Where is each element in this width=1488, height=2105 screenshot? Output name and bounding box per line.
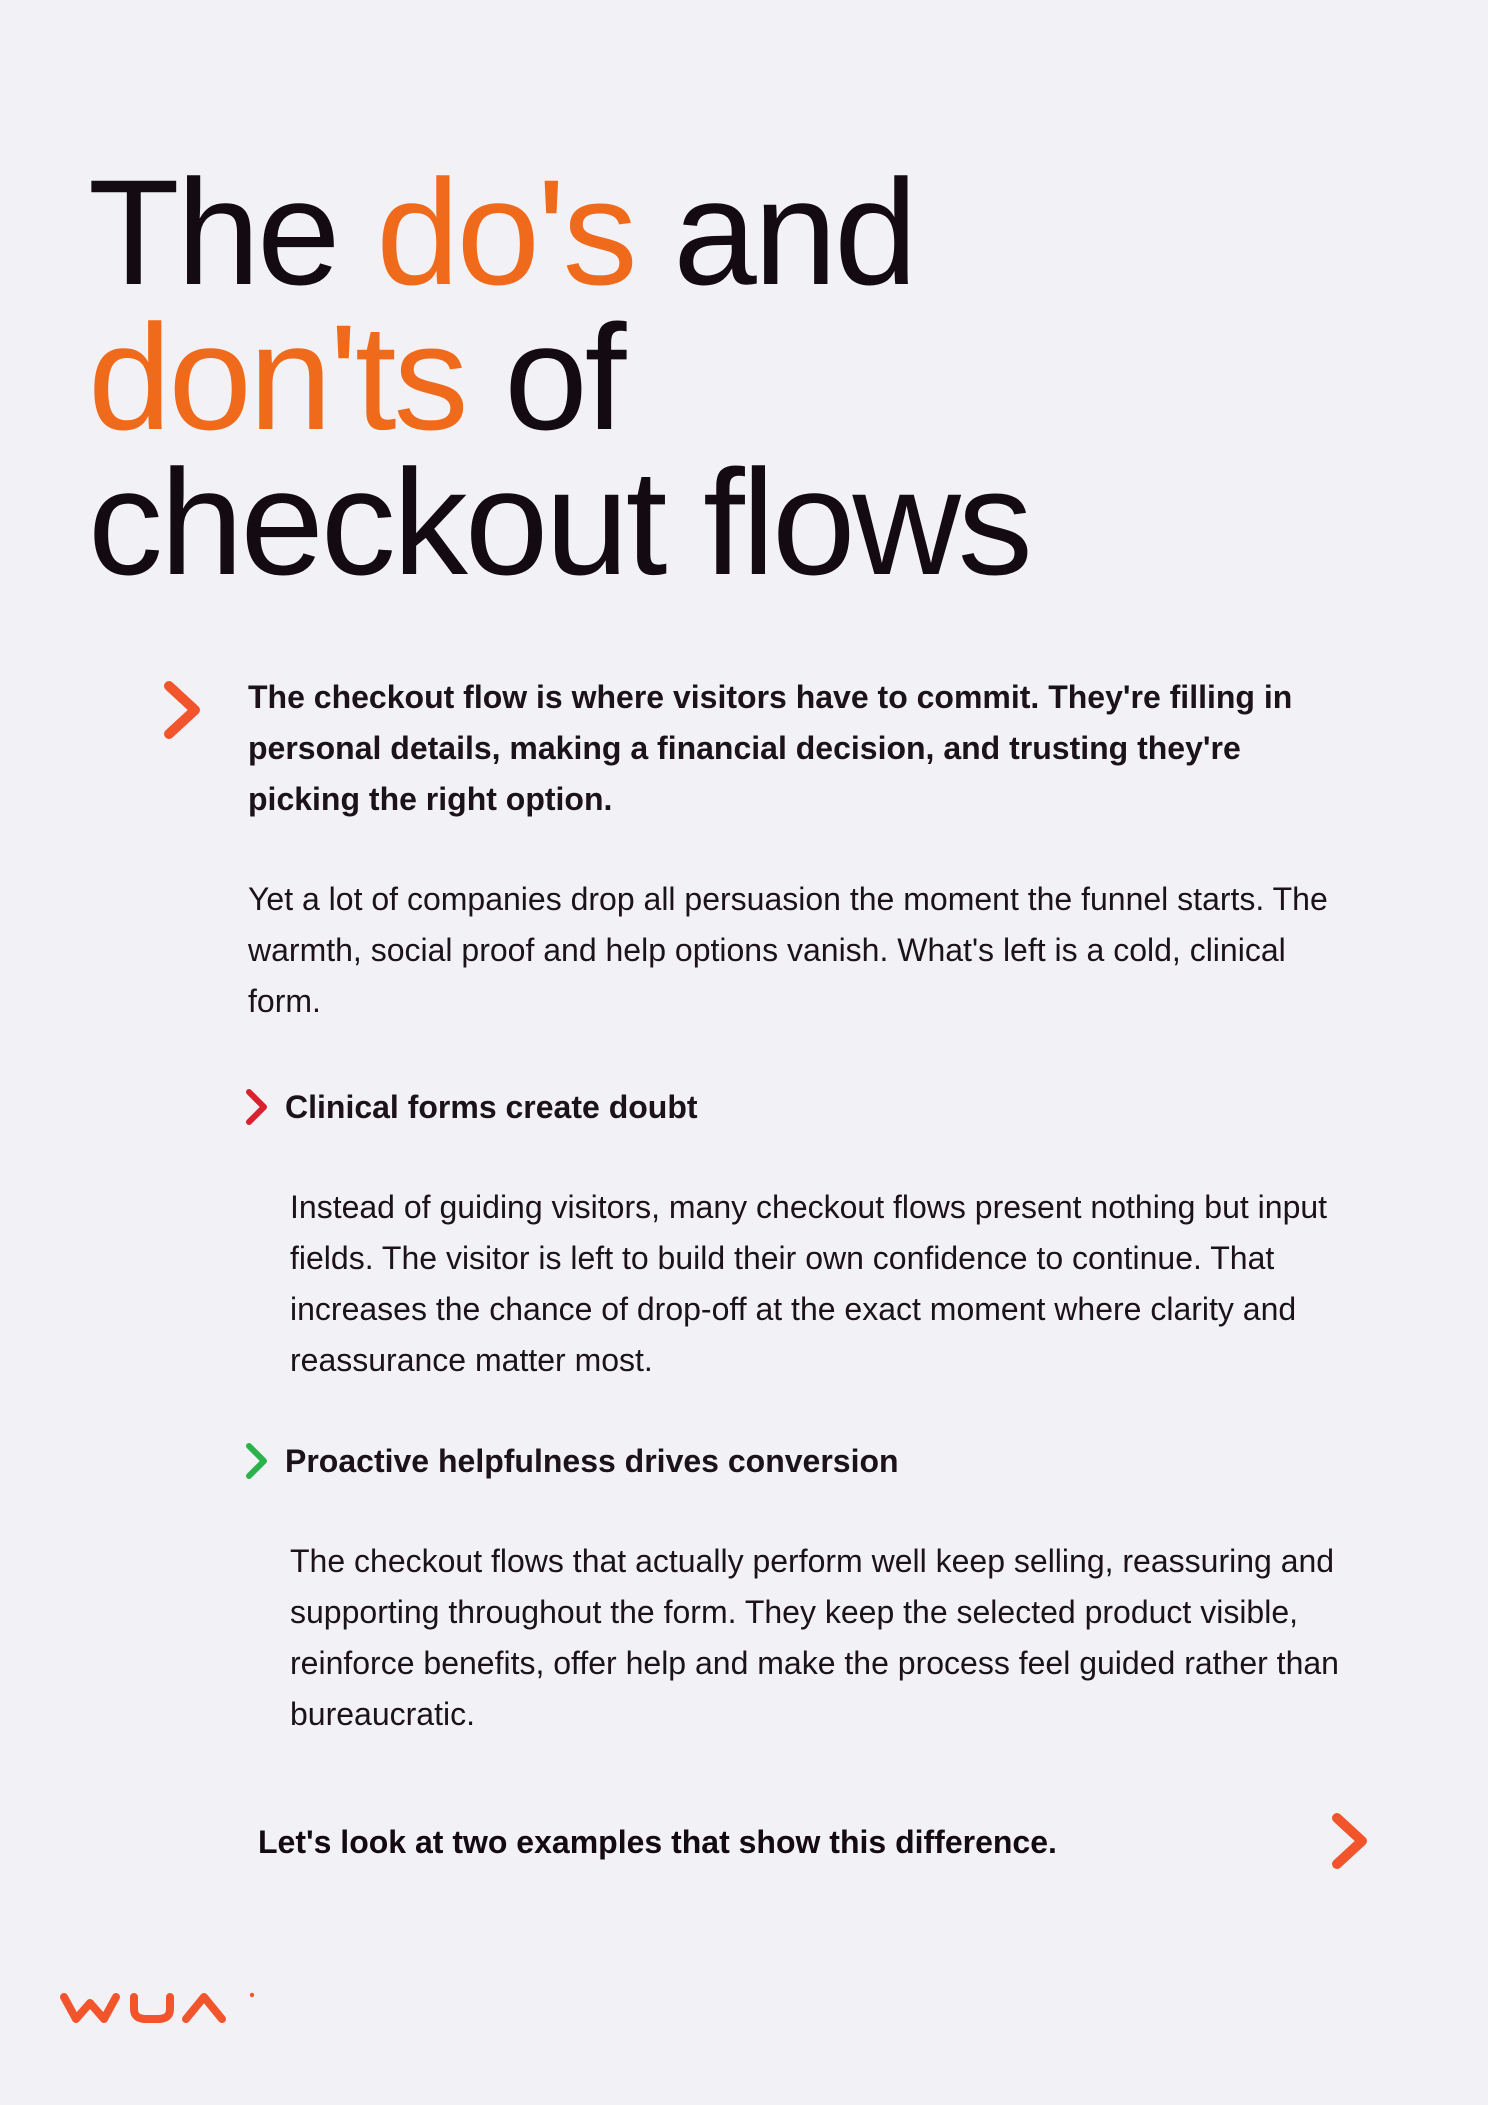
title-word-donts: don'ts [88,293,466,461]
title-word-of: of [465,293,624,461]
green-chevron-right-icon [243,1441,271,1481]
chevron-right-icon [160,678,206,742]
title-word-checkout-flows: checkout flows [88,438,1030,606]
section-heading-dont [243,1087,698,1127]
title-word-and: and [634,148,915,316]
intro-body: Yet a lot of companies drop all persuasion the moment the funnel starts. The warmth, social proof and help options vanish. What's left is a cold, clinical form. [248,881,1328,1019]
section-heading-label: Clinical forms create doubt [285,1089,698,1125]
title-word-dos: do's [376,148,635,316]
title-word-the: The [88,148,377,316]
section-body: Instead of guiding visitors, many checkout flows present nothing but input fields. The visitor is left to build their own confidence to continue. That increases the chance of drop-off at the exact moment where clarity and reassurance matter most. [290,1189,1328,1378]
section-body: The checkout flows that actually perform well keep selling, reassuring and supporting throughout the form. They keep the selected product visible, reinforce benefits, offer help and make the process feel guided rather than bureaucratic. [290,1543,1339,1732]
section-heading-do [243,1441,899,1481]
cta-text: Let's look at two examples that show this difference. [258,1824,1057,1860]
intro-lead: The checkout flow is where visitors have to commit. They're filling in personal details, making a financial decision, and trusting they're picking the right option. [248,679,1293,817]
wua-logo [58,1989,258,2029]
section-heading-label: Proactive helpfulness drives conversion [285,1443,899,1479]
next-chevron-icon[interactable] [1328,1810,1372,1872]
red-chevron-right-icon [243,1087,271,1127]
page-title [88,148,1030,606]
